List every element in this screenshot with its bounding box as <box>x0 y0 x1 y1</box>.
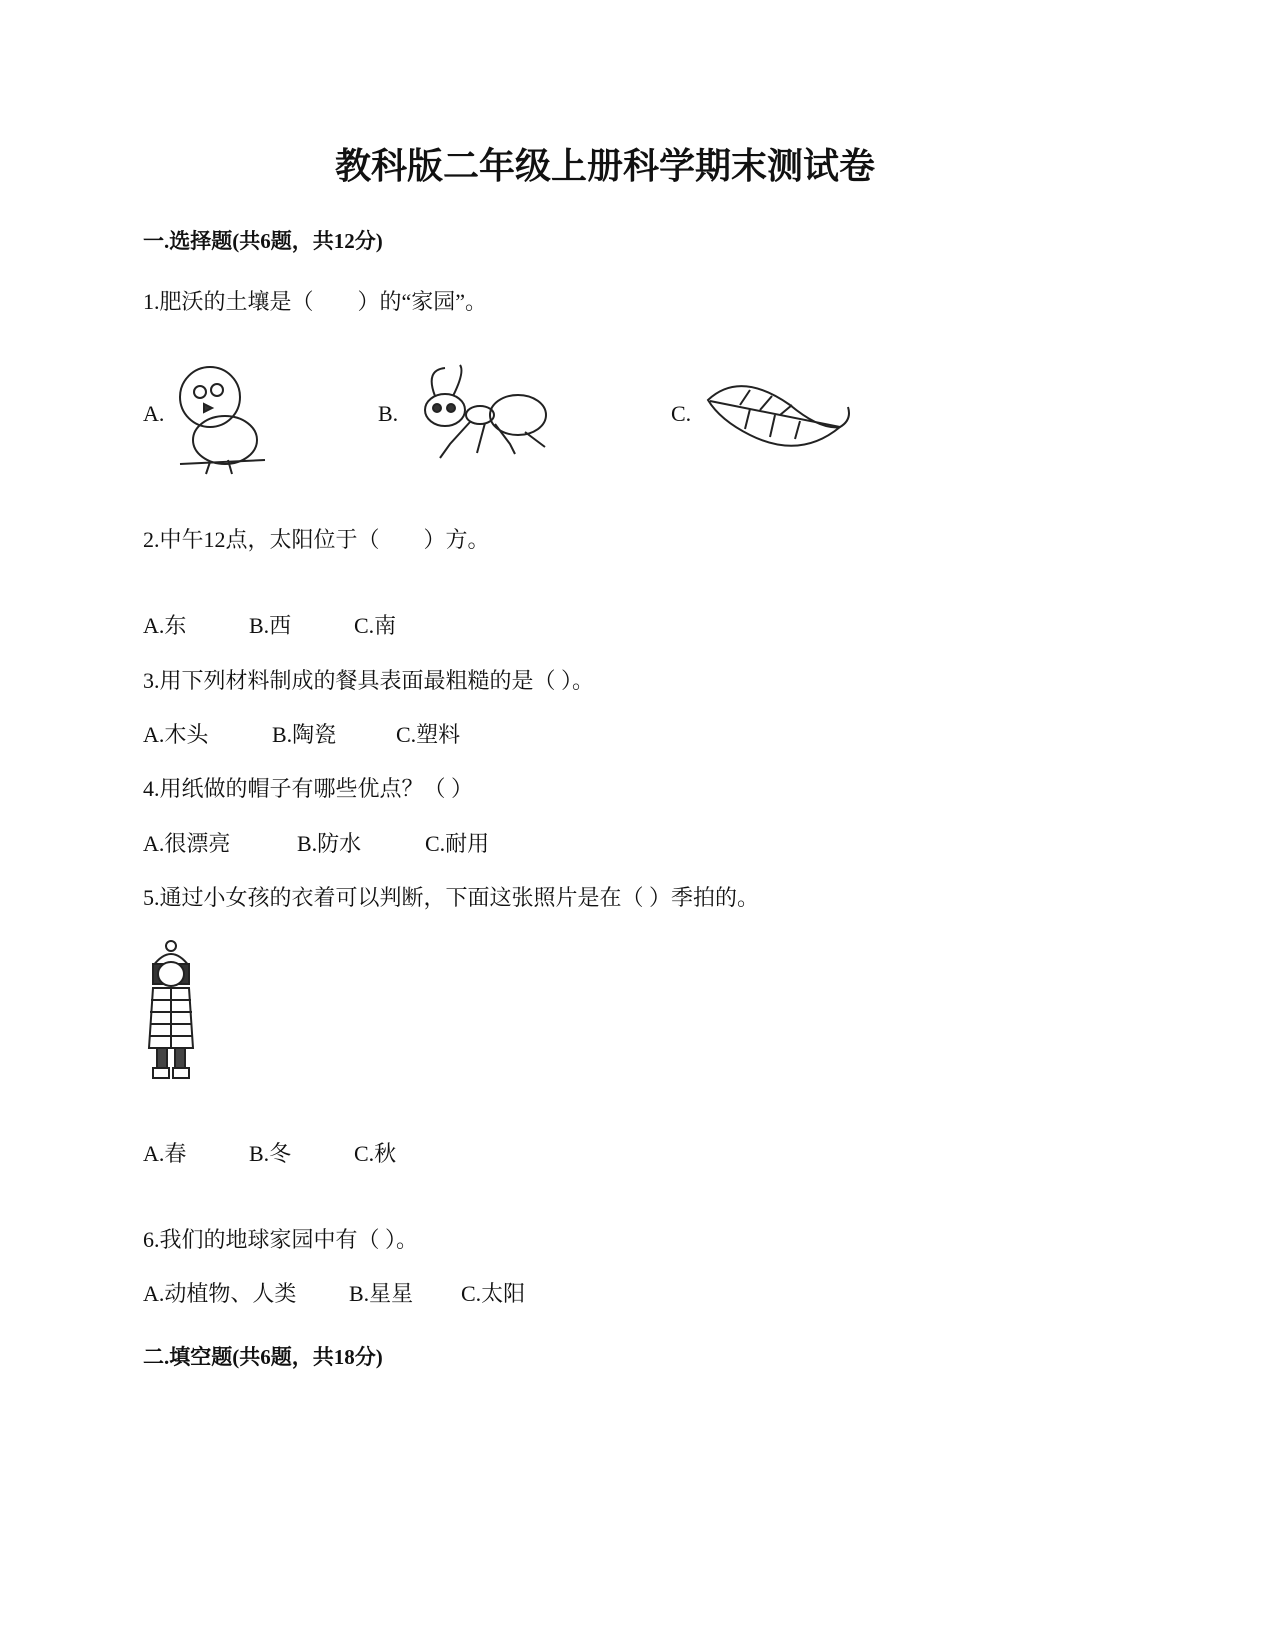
question-1: 1.肥沃的土壤是（ ）的“家园”。 <box>143 289 488 314</box>
question-4: 4.用纸做的帽子有哪些优点？（ ） <box>143 776 474 801</box>
option-c: C.南 <box>354 613 397 638</box>
ant-image <box>405 360 555 465</box>
chick-image <box>170 352 270 482</box>
leaf-image <box>700 375 860 465</box>
option-b: B.冬 <box>249 1141 292 1166</box>
option-c: C. <box>671 401 692 426</box>
question-3: 3.用下列材料制成的餐具表面最粗糙的是（ ）。 <box>143 668 595 693</box>
option-a: A.东 <box>143 613 187 638</box>
option-b: B. <box>378 401 399 426</box>
question-2: 2.中午12点，太阳位于（ ）方。 <box>143 527 490 552</box>
option-b: B.陶瓷 <box>272 722 337 747</box>
option-c: C.耐用 <box>425 831 490 856</box>
option-c: C.塑料 <box>396 722 461 747</box>
option-a: A.春 <box>143 1141 187 1166</box>
option-b: B.防水 <box>297 831 362 856</box>
question-5: 5.通过小女孩的衣着可以判断，下面这张照片是在（ ）季拍的。 <box>143 885 760 910</box>
section-heading: 一.选择题(共6题，共12分) <box>143 229 383 253</box>
option-a: A.动植物、人类 <box>143 1281 297 1306</box>
section-heading: 二.填空题(共6题，共18分) <box>143 1345 383 1369</box>
option-c: C.太阳 <box>461 1281 526 1306</box>
option-a: A. <box>143 401 165 426</box>
option-c: C.秋 <box>354 1141 397 1166</box>
page-title: 教科版二年级上册科学期末测试卷 <box>334 146 875 186</box>
option-a: A.很漂亮 <box>143 831 231 856</box>
question-6: 6.我们的地球家园中有（ ）。 <box>143 1227 419 1252</box>
girl-image <box>143 938 199 1088</box>
option-b: B.星星 <box>349 1281 414 1306</box>
option-b: B.西 <box>249 613 292 638</box>
option-a: A.木头 <box>143 722 209 747</box>
